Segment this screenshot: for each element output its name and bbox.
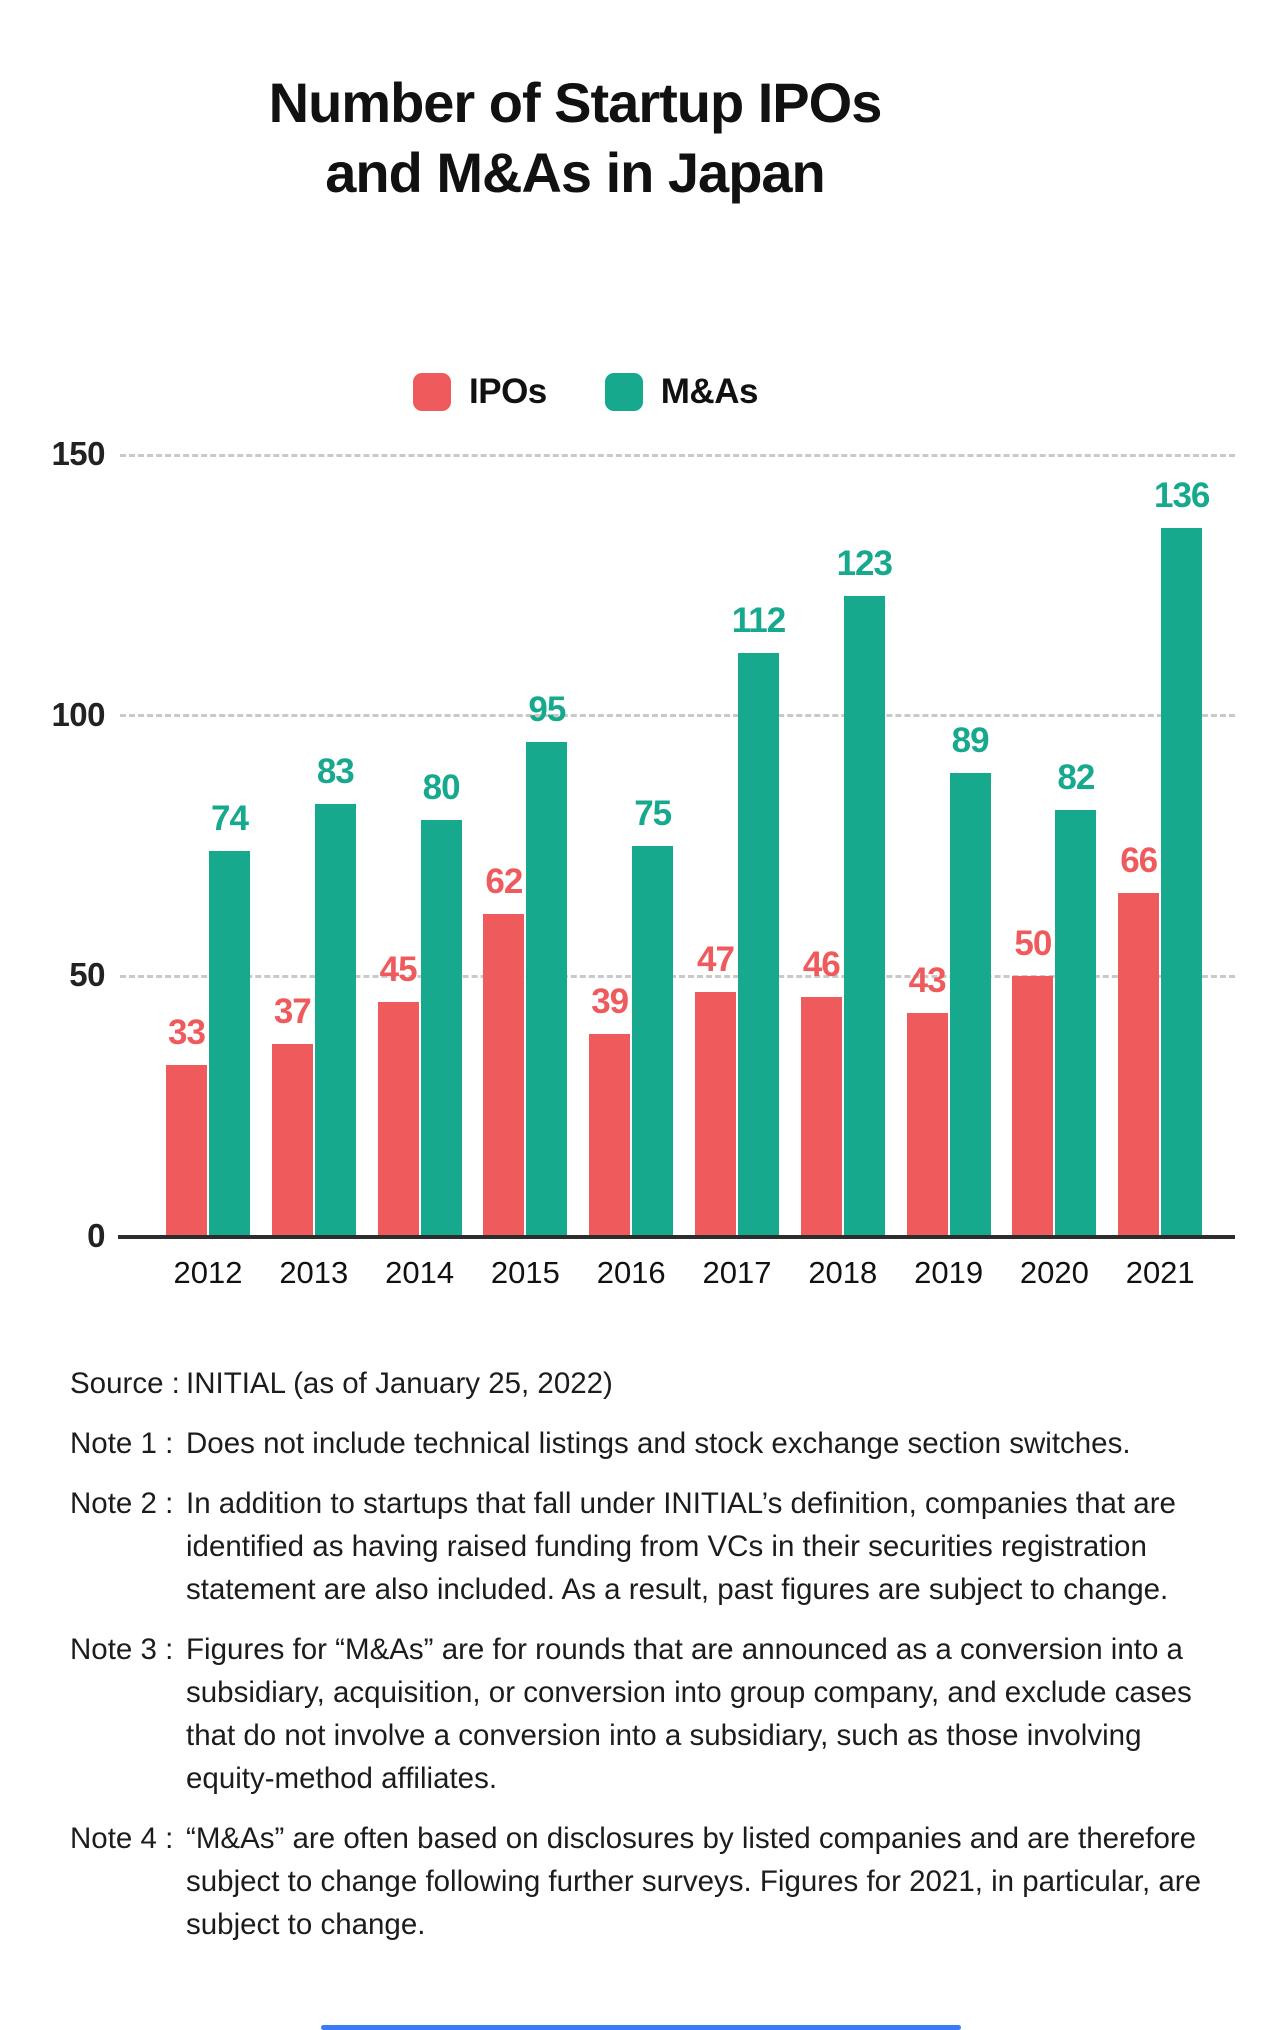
legend-label-ipos: IPOs [469, 372, 547, 411]
value-label-ipos-2018: 46 [802, 945, 840, 985]
bar-ipos-2012 [166, 1065, 207, 1237]
x-axis-label-2018: 2018 [808, 1255, 878, 1290]
value-label-ipos-2016: 39 [591, 981, 629, 1021]
x-axis-label-2012: 2012 [173, 1255, 243, 1290]
note-text: “M&As” are often based on disclosures by listed companies and are therefore subject to change following further surveys. Figures for 2021, in particular, are subject to change. [186, 1822, 1201, 1941]
y-axis-tick-150: 150 [51, 435, 105, 472]
value-label-ipos-2013: 37 [273, 992, 311, 1032]
note-text: In addition to startups that fall under INITIAL’s definition, companies that are identified as having raised funding from VCs in their securities registration statement are also included. As a result, past figures are subject to change. [186, 1487, 1176, 1606]
bar-ipos-2013 [272, 1044, 313, 1237]
note-line-3 [70, 1628, 1225, 1800]
note-line-4 [70, 1817, 1225, 1946]
x-axis-label-2013: 2013 [279, 1255, 349, 1290]
x-axis-label-2020: 2020 [1019, 1255, 1089, 1290]
bar-mas-2018 [844, 596, 885, 1237]
value-label-ipos-2017: 47 [697, 939, 734, 979]
note-label: Note 3 : [70, 1633, 174, 1666]
x-axis-label-2021: 2021 [1125, 1255, 1195, 1290]
value-label-mas-2019: 89 [951, 721, 989, 760]
x-axis-label-2014: 2014 [385, 1255, 455, 1290]
value-label-mas-2018: 123 [836, 543, 892, 583]
legend-label-mas: M&As [660, 372, 758, 411]
x-axis-label-2016: 2016 [596, 1255, 666, 1290]
value-label-ipos-2012: 33 [168, 1012, 205, 1052]
value-label-mas-2013: 83 [316, 752, 354, 792]
x-axis-line [118, 1235, 1235, 1239]
bar-mas-2013 [315, 804, 356, 1237]
value-label-ipos-2015: 62 [485, 861, 523, 901]
value-label-mas-2014: 80 [422, 767, 460, 807]
value-label-ipos-2021: 66 [1120, 840, 1158, 880]
value-label-ipos-2014: 45 [379, 950, 417, 990]
bar-ipos-2019 [907, 1013, 948, 1237]
y-axis-tick-100: 100 [51, 695, 105, 733]
bar-ipos-2014 [378, 1002, 419, 1237]
bar-ipos-2018 [801, 997, 842, 1237]
note-text: Does not include technical listings and stock exchange section switches. [186, 1427, 1131, 1460]
x-axis-label-2019: 2019 [914, 1255, 984, 1290]
bar-ipos-2016 [589, 1034, 630, 1237]
note-label: Note 1 : [70, 1427, 174, 1460]
x-axis-label-2015: 2015 [490, 1255, 560, 1290]
x-axis-label-2017: 2017 [702, 1255, 772, 1290]
bar-mas-2012 [209, 851, 250, 1237]
bar-mas-2021 [1161, 528, 1202, 1237]
value-label-ipos-2020: 50 [1014, 924, 1052, 964]
note-label: Note 4 : [70, 1822, 174, 1855]
bar-mas-2019 [950, 773, 991, 1237]
note-label: Source : [70, 1367, 180, 1400]
source-notes [70, 1362, 1225, 1963]
source-line [70, 1362, 1225, 1405]
y-axis-tick-0: 0 [87, 1217, 105, 1254]
chart-title-line1: Number of Startup IPOs [268, 71, 882, 134]
value-label-ipos-2019: 43 [908, 960, 946, 1000]
gridline-150 [120, 454, 1235, 457]
value-label-mas-2015: 95 [528, 689, 566, 729]
bar-ipos-2017 [695, 992, 736, 1237]
value-label-mas-2017: 112 [731, 601, 786, 641]
value-label-mas-2020: 82 [1057, 757, 1095, 797]
chart-title-line2: and M&As in Japan [325, 141, 825, 204]
bar-ipos-2015 [483, 914, 524, 1237]
bar-ipos-2020 [1012, 976, 1053, 1237]
note-text: INITIAL (as of January 25, 2022) [186, 1367, 613, 1400]
bottom-accent-line [321, 2025, 961, 2030]
bar-mas-2016 [632, 846, 673, 1237]
note-label: Note 2 : [70, 1487, 174, 1520]
value-label-mas-2016: 75 [634, 794, 672, 833]
note-text: Figures for “M&As” are for rounds that are announced as a conversion into a subsidiary, acquisition, or conversion into group company, and exclude cases that do not involve a conversion into a subsidiary, such as those involving equity-method affiliates. [186, 1633, 1192, 1795]
value-label-mas-2012: 74 [211, 799, 248, 839]
y-axis-tick-50: 50 [69, 956, 105, 994]
note-line-1 [70, 1422, 1225, 1465]
value-label-mas-2021: 136 [1153, 475, 1210, 515]
note-line-2 [70, 1482, 1225, 1611]
bar-ipos-2021 [1118, 893, 1159, 1237]
gridline-100 [120, 714, 1235, 717]
